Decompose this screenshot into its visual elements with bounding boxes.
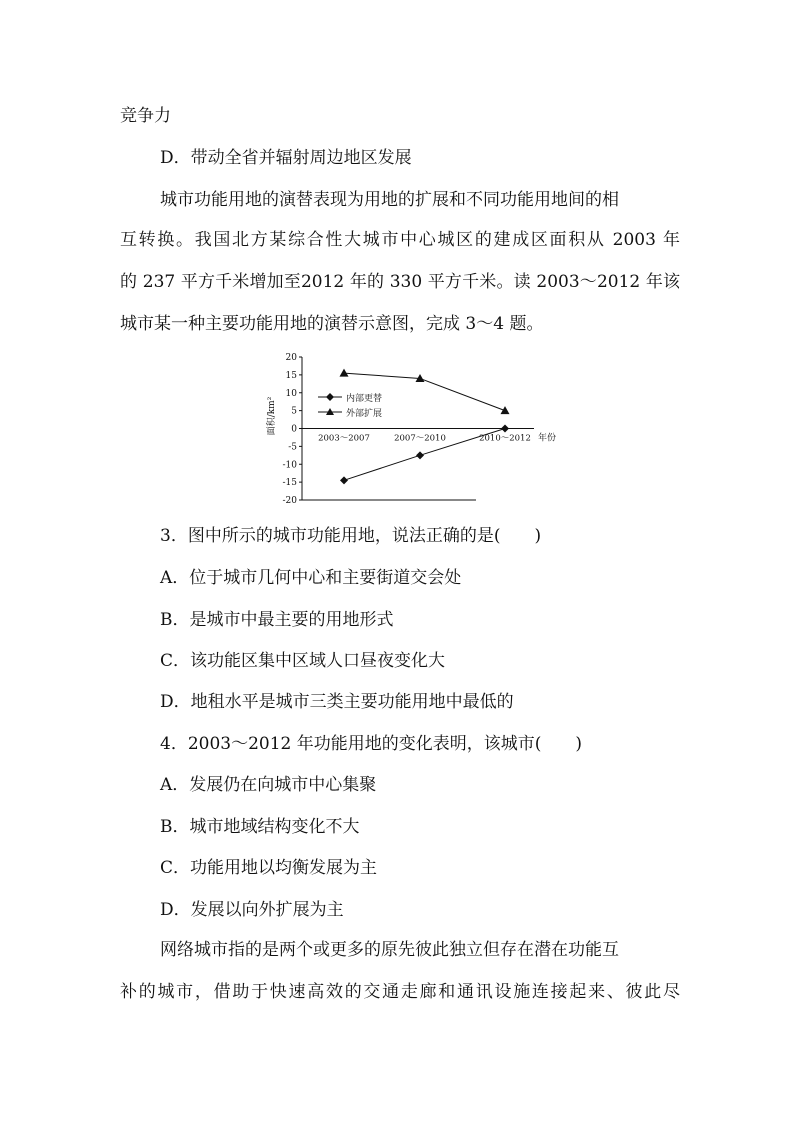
data-point-external [340,369,349,377]
x-axis-label: 年份 [538,433,557,444]
y-tick-label: -5 [288,442,297,453]
question-4-stem: 4．2003～2012 年功能用地的变化表明，该城市( ) [160,734,583,754]
series-line-external [344,373,505,411]
y-tick-label: 0 [291,424,297,435]
y-tick-label: 20 [285,353,297,363]
y-tick-label: 5 [291,406,297,417]
paragraph-intro-line-1: 城市功能用地的演替表现为用地的扩展和不同功能用地间的相 [160,190,619,210]
paragraph-intro-line-3: 的 237 平方千米增加至2012 年的 330 平方千米。读 2003～2012 年该 [120,272,680,292]
paragraph-intro-line-2: 互转换。我国北方某综合性大城市中心城区的建成区面积从 2003 年 [120,230,680,250]
option-d-prev: D．带动全省并辐射周边地区发展 [160,148,412,168]
question-3-stem: 3．图中所示的城市功能用地，说法正确的是( ) [160,526,542,546]
y-tick-label: 10 [285,388,297,399]
legend-diamond-marker [326,393,334,401]
data-point-internal [340,476,348,484]
question-4-option-a: A．发展仍在向城市中心集聚 [160,775,377,795]
legend-label-external: 外部扩展 [346,409,383,419]
x-tick-label: 2003～2007 [318,433,370,444]
legend-label-internal: 内部更替 [346,394,383,404]
land-use-chart [262,350,572,510]
chart-ylabel: 面积/km² [267,396,277,436]
question-4-option-c: C．功能用地以均衡发展为主 [160,858,378,878]
question-3-option-c: C．该功能区集中区域人口昼夜变化大 [160,651,446,671]
paragraph-network-line-1: 网络城市指的是两个或更多的原先彼此独立但存在潜在功能互 [160,940,619,960]
data-point-internal [416,451,424,459]
x-tick-label: 2007～2010 [394,433,446,444]
question-4-option-d: D．发展以向外扩展为主 [160,900,344,920]
x-tick-label: 2010～2012 [479,433,531,444]
question-4-option-b: B．城市地域结构变化不大 [160,817,360,837]
y-tick-label: -20 [282,496,297,506]
paragraph-network-line-2: 补的城市，借助于快速高效的交通走廊和通讯设施连接起来、彼此尽 [120,982,680,1002]
question-3-option-d: D．地租水平是城市三类主要功能用地中最低的 [160,692,514,712]
data-point-internal [501,425,509,433]
y-tick-label: -15 [282,478,297,489]
y-tick-label: 15 [285,370,297,381]
chart-legend [318,392,382,419]
question-3-option-b: B．是城市中最主要的用地形式 [160,610,394,630]
data-point-external [501,406,510,414]
paragraph-intro-line-4: 城市某一种主要功能用地的演替示意图，完成 3～4 题。 [120,314,544,334]
question-3-option-a: A．位于城市几何中心和主要街道交会处 [160,568,462,588]
text-line-1: 竞争力 [120,106,171,126]
y-tick-label: -10 [282,460,297,471]
